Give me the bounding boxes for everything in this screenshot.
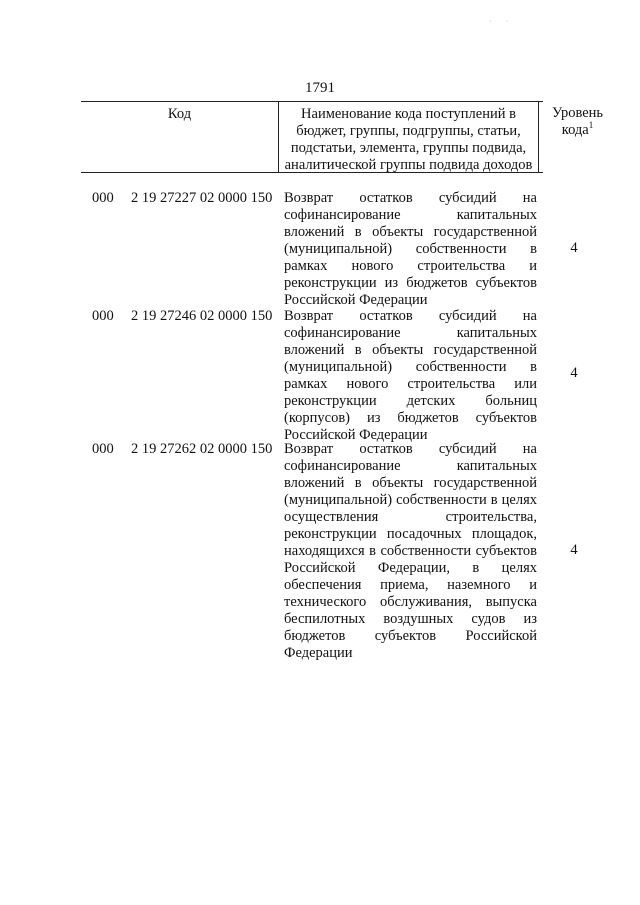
row-description: Возврат остатков субсидий на софинансирование капитальных вложений в объекты государственной (муниципальной) собственности в целях осуществления строительства, реконструкции посадочных площадок, находящихся в собственности субъектов Российской Федерации, в целях обеспечения приема, наземного и технического обслуживания, выпуска беспилотных воздушных судов из бюджетов субъектов Российской Федерации (284, 441, 537, 661)
page-number: 1791 (305, 80, 335, 96)
header-level-text: Уровень кода (551, 105, 604, 138)
header-level (540, 105, 615, 139)
row-code: 2 19 27246 02 0000 150 (131, 308, 273, 324)
row-code: 2 19 27227 02 0000 150 (131, 190, 273, 206)
row-prefix: 000 (92, 441, 114, 457)
row-code: 2 19 27262 02 0000 150 (131, 441, 273, 457)
row-level: 4 (570, 365, 578, 381)
row-prefix: 000 (92, 190, 114, 206)
row-description: Возврат остатков субсидий на софинансирование капитальных вложений в объекты государственной (муниципальной) собственности в рамках нового строительства и реконструкции из бюджетов субъектов Российской Федерации (284, 190, 537, 308)
header-divider-name (538, 102, 539, 172)
row-level: 4 (570, 240, 578, 256)
header-level-footnote: 1 (588, 120, 594, 130)
margin-mark: · · (489, 17, 515, 26)
table-header (81, 101, 543, 173)
header-name: Наименование кода поступлений в бюджет, группы, подгруппы, статьи, подстатьи, элемента, группы подвида, аналитической группы подвида доходов (284, 106, 533, 173)
header-divider-code (278, 102, 279, 172)
row-level: 4 (570, 542, 578, 558)
row-prefix: 000 (92, 308, 114, 324)
header-code: Код (167, 106, 192, 122)
row-description: Возврат остатков субсидий на софинансирование капитальных вложений в объекты государственной (муниципальной) собственности в рамках нового строительства или реконструкции детских больниц (корпусов) из бюджетов субъектов Российской Федерации (284, 308, 537, 443)
